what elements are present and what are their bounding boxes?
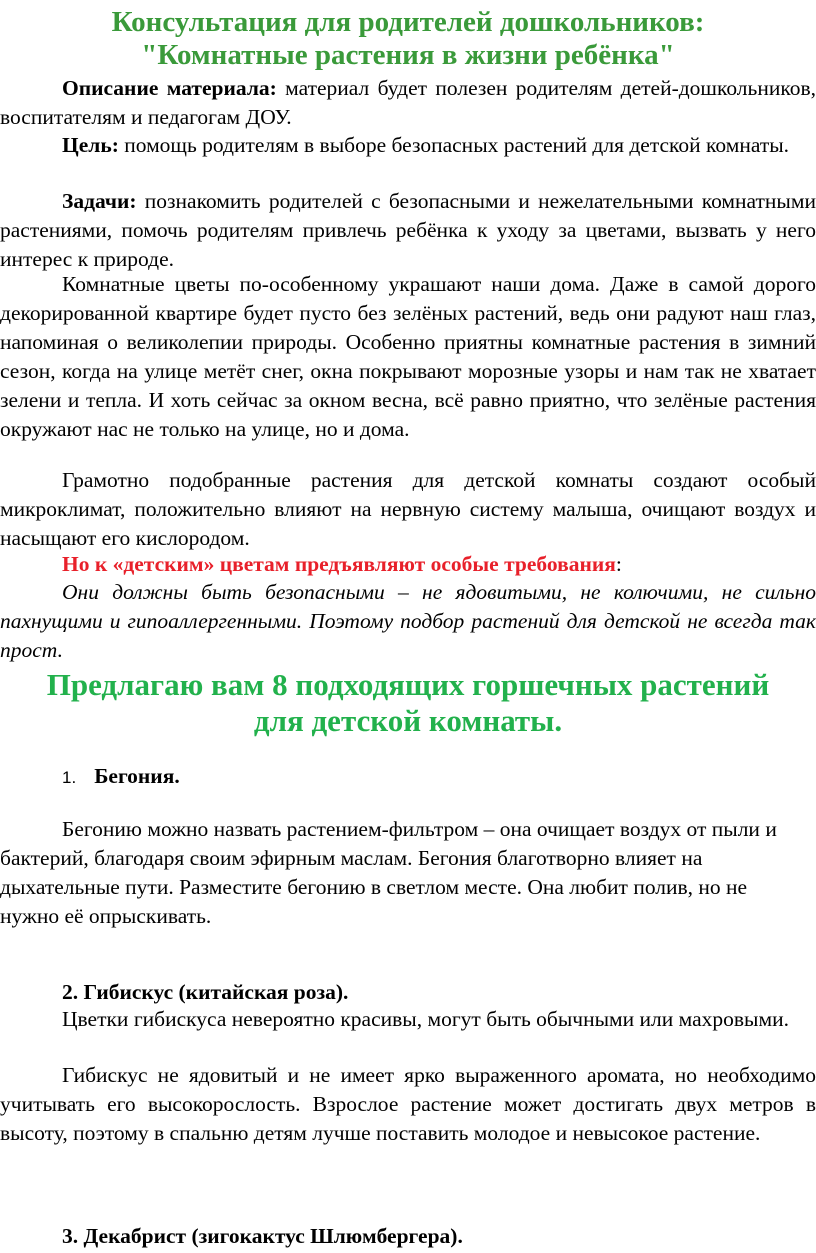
- list-item-1-heading: [62, 762, 802, 792]
- tasks-paragraph: [0, 187, 816, 274]
- intro-paragraph-2: Грамотно подобранные растения для детской комнаты создают особый микроклимат, положительно влияют на нервную систему малыша, очищают воздух и насыщают его кислородом.: [0, 468, 816, 550]
- description-label: Описание материала:: [62, 76, 277, 100]
- list-item-2-text-1: Цветки гибискуса невероятно красивы, могут быть обычными или махровыми.: [62, 1007, 789, 1031]
- requirements-text: Они должны быть безопасными – не ядовитыми, не колючими, не сильно пахнущими и гипоаллергенными. Поэтому подбор растений для детской не всегда так прост.: [0, 580, 816, 662]
- list-item-1-text: Бегонию можно назвать растением-фильтром – она очищает воздух от пыли и бактерий, благодаря своим эфирным маслам. Бегония благотворно влияет на дыхательные пути. Разместите бегонию в светлом месте. Она любит полив, но не нужно её опрыскивать.: [0, 817, 777, 928]
- intro-paragraph-1: Комнатные цветы по-особенному украшают наши дома. Даже в самой дорого декорированной квартире будет пусто без зелёных растений, ведь они радуют наш глаз, напоминая о великолепии природы. Особенно приятны комнатные растения в зимний сезон, когда на улице метёт снег, окна покрывают морозные узоры и нам так не хватает зелени и тепла. И хоть сейчас за окном весна, всё равно приятно, что зелёные растения окружают нас не только на улице, но и дома.: [0, 272, 816, 441]
- description-text: материал будет полезен родителям детей-дошкольников, воспитателям и педагогам ДОУ.: [0, 76, 816, 129]
- list-item-2-title: 2. Гибискус (китайская роза).: [62, 980, 349, 1004]
- tasks-label: Задачи:: [62, 189, 137, 213]
- list-item-1-title: Бегония.: [94, 764, 180, 788]
- document-title-line-1: Консультация для родителей дошкольников:: [111, 6, 705, 38]
- goal-paragraph: [0, 131, 816, 160]
- goal-text: помощь родителям в выборе безопасных растений для детской комнаты.: [118, 133, 790, 157]
- list-item-1-number: 1.: [62, 768, 77, 787]
- tasks-text: познакомить родителей с безопасными и нежелательными комнатными растениями, помочь родителям привлечь ребёнка к уходу за цветами, вызвать у него интерес к природе.: [0, 189, 816, 271]
- requirements-heading: Но к «детским» цветам предъявляют особые требования:: [62, 552, 622, 576]
- list-item-2-text-2: Гибискус не ядовитый и не имеет ярко выраженного аромата, но необходимо учитывать его высокорослость. Взрослое растение может достигать двух метров в высоту, поэтому в спальню детям лучше поставить молодое и невысокое растение.: [0, 1063, 816, 1145]
- list-item-3-title: 3. Декабрист (зигокактус Шлюмбергера).: [62, 1224, 463, 1248]
- requirements-highlight: Но к «детским» цветам предъявляют особые требования: [62, 552, 616, 576]
- section-heading-line-1: Предлагаю вам 8 подходящих горшечных растений: [46, 667, 770, 702]
- section-heading-line-2: для детской комнаты.: [253, 703, 563, 738]
- goal-label: Цель:: [62, 133, 119, 157]
- document-title-line-2: "Комнатные растения в жизни ребёнка": [141, 39, 675, 71]
- description-paragraph: [0, 74, 816, 132]
